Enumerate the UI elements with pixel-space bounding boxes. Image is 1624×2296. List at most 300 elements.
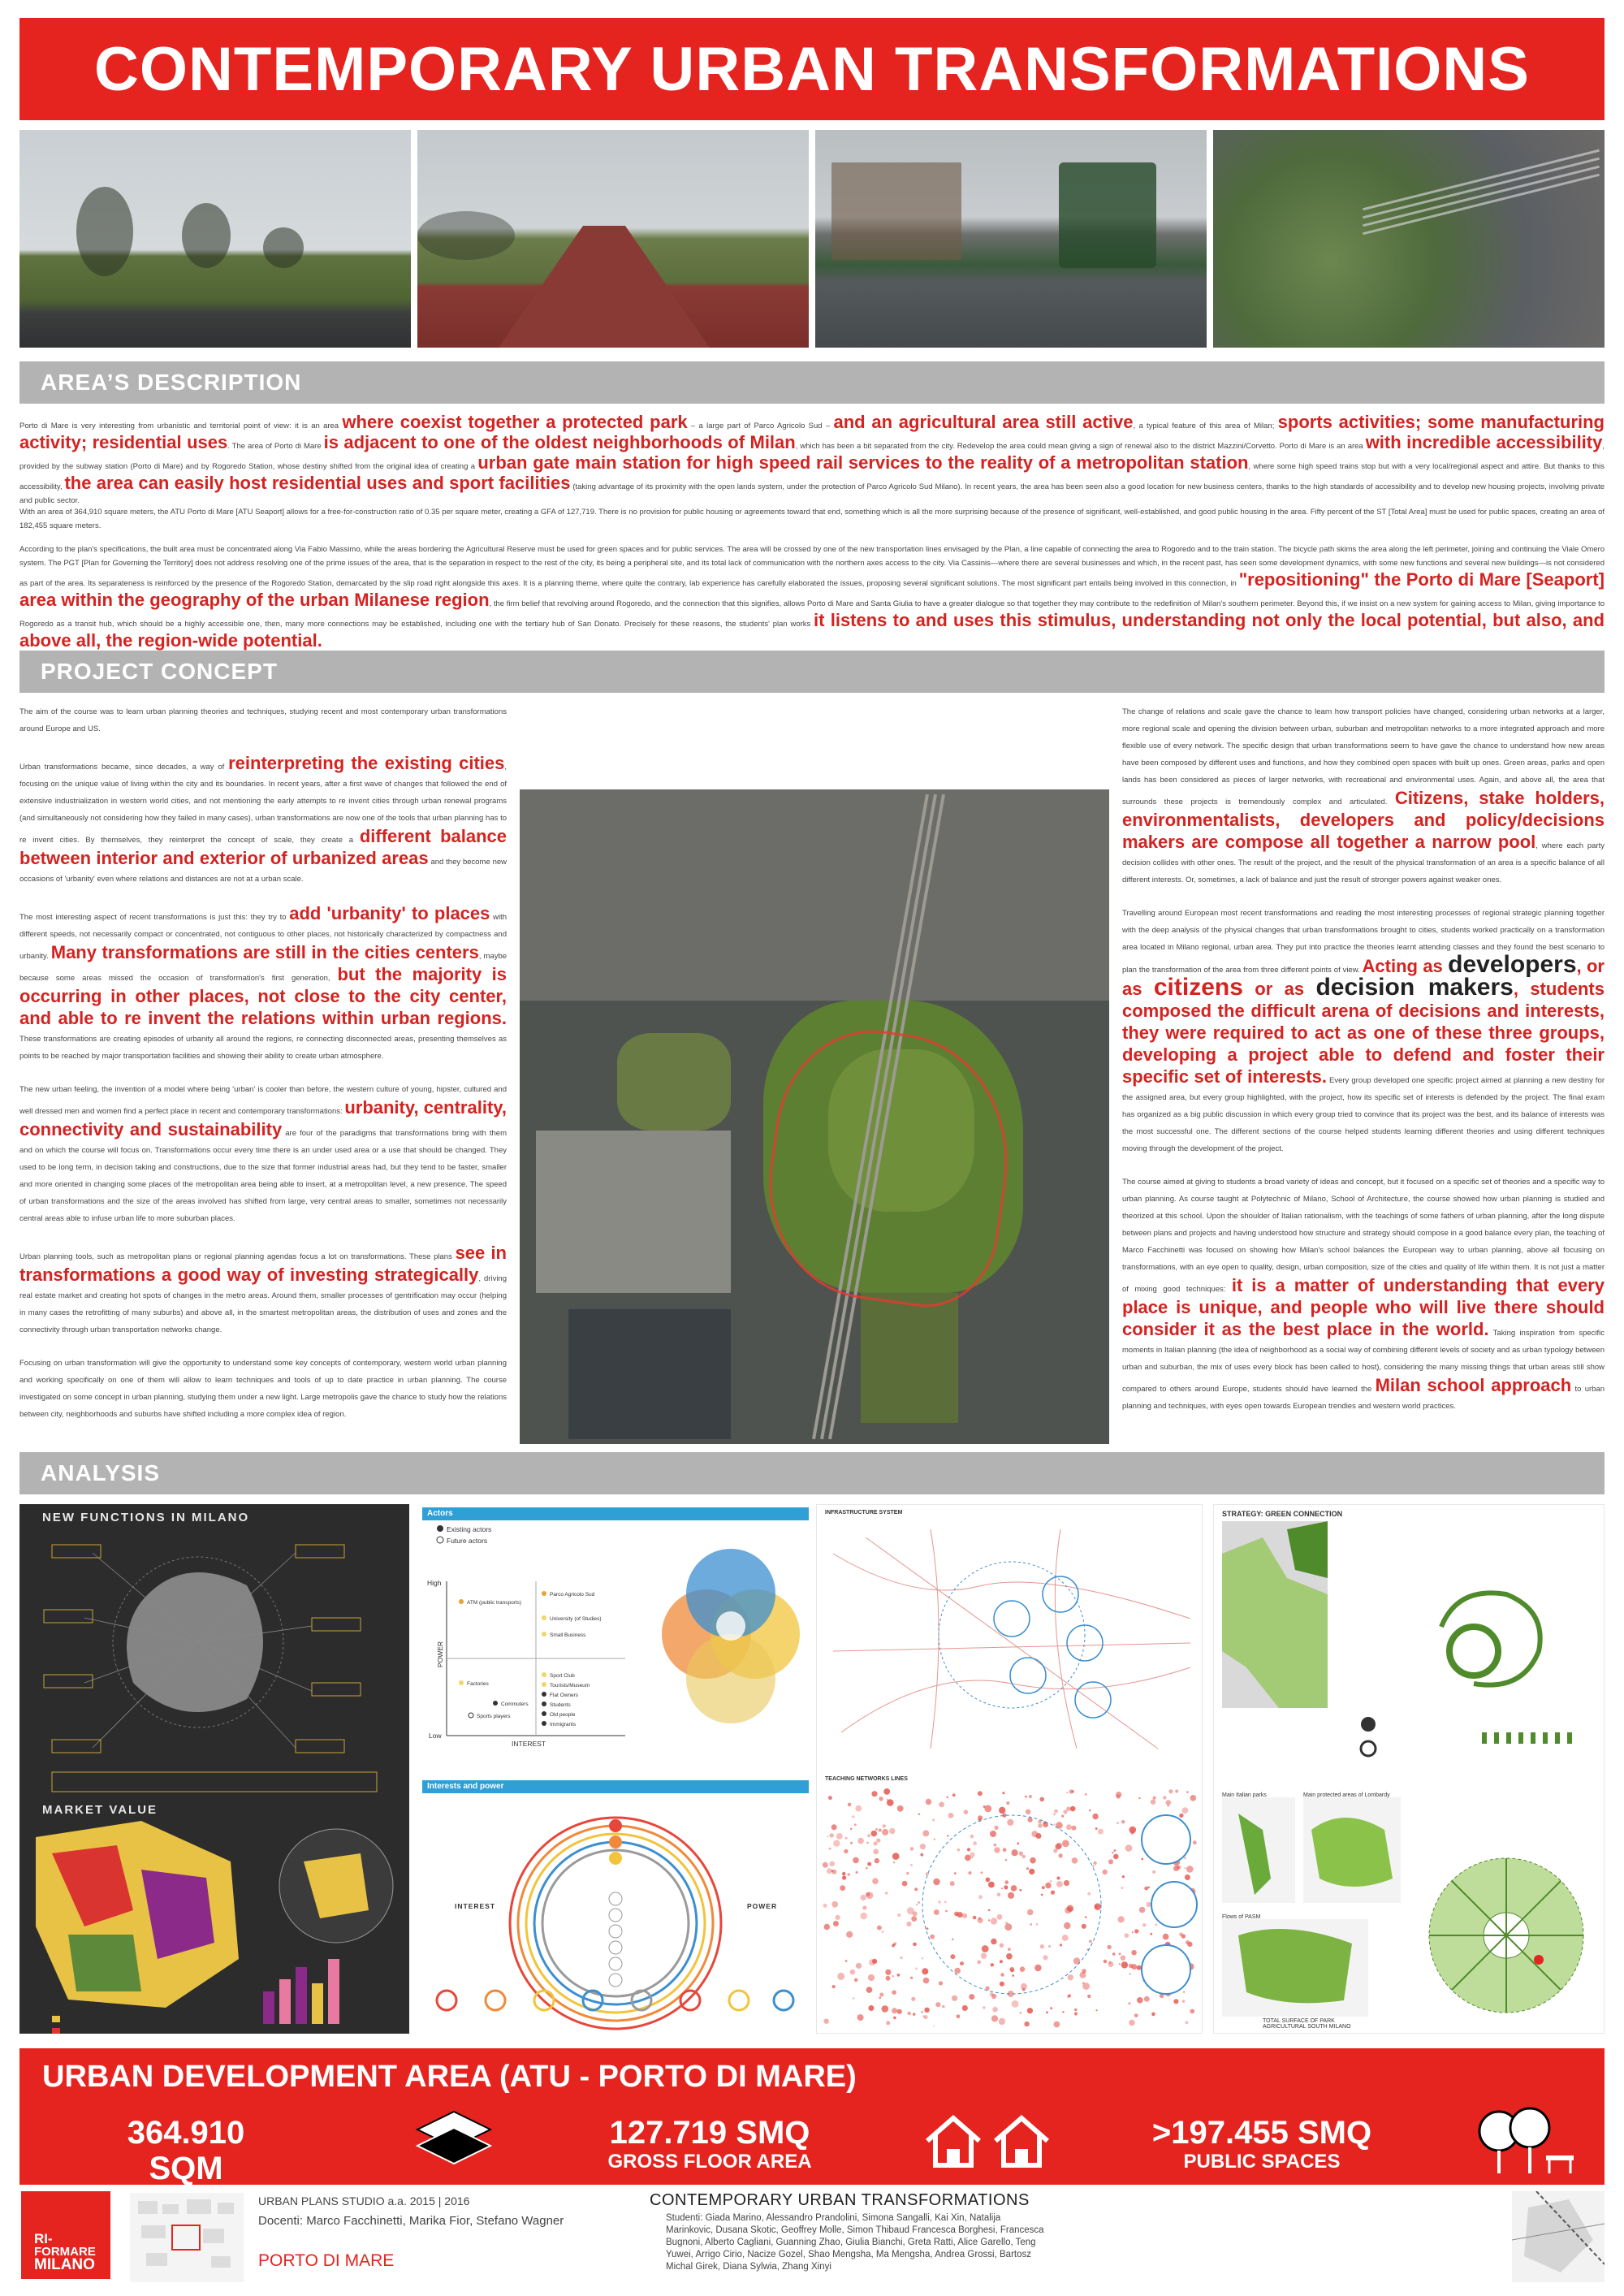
network-dot <box>1050 1880 1052 1883</box>
description-paragraph-3: According to the plan's specifications, the built area must be concentrated along Via Fabio Massimo, while the areas bordering the Agricultural Reserve must be used for green spaces and for public services. The area will be crossed by one of the new transportation lines envisaged by the Plan, a line capable of connecting the area to Rogoredo and to the train station. The bicycle path skims the area along the left perimeter, joining and continuing the Viale Omero system. The PGT [Plan for Governing the Territory] does not address resolving one of the prime issues of the area, that is the separation in respect to the rest of the city, its being a peripheral site, and its total lack of communication with the northern axes access to the city. Via Cassinis—where there are several businesses and which, in the recent past, has seen some development dynamics, with some new functions and several new buildings—is not considered as part of the area. Its separateness is reinforced by the presence of the Rogoredo Station, demarcated by the slip road right alongside this axes. It is a planning theme, where quite the contrary, lab experience has carefully elaborated the issues, proposing several significant solutions. The most significant part entails being involved in this connection, in "repositioning" the Porto di Mare [Seaport] area within the geography of the urban Milanese region, the firm belief that revolving around Rogoredo, and the connection that this signifies, allows Porto di Mare and Santa Giulia to have a greater dialogue so that together they may contribute to the redefinition of Milan's southern perimeter. Beyond this, if we insist on a new system for gaining access to Milan, giving importance to Rogoredo as a transit hub, which should be a highly accessible one, then, many more connections may be established, including one with the tertiary hub of San Donato. Precisely for these reasons, the students' plan works it listens to and uses this stimulus, understanding not only the local potential, but also, and above all, the region-wide potential. <box>19 545 1605 651</box>
site-plan-thumbnail <box>1512 2191 1605 2282</box>
network-dot <box>1064 1922 1070 1929</box>
network-dot <box>1001 1887 1003 1889</box>
network-dot <box>836 1833 843 1840</box>
analysis-panel-infrastructure <box>816 1504 1203 2034</box>
photo-wet-street <box>815 130 1207 348</box>
development-area-banner <box>19 2048 1605 2185</box>
network-dot <box>1173 1866 1179 1871</box>
network-dot <box>873 1849 879 1855</box>
network-dot <box>981 1953 987 1959</box>
network-dot <box>939 1802 944 1808</box>
network-dot <box>1182 1807 1189 1814</box>
network-dot <box>856 1871 858 1874</box>
network-dot <box>1181 1934 1186 1938</box>
network-dot <box>1006 1953 1013 1960</box>
network-dot <box>889 1828 895 1834</box>
network-dot <box>877 1926 882 1931</box>
network-dot <box>1112 1952 1115 1955</box>
network-dot <box>854 1823 857 1826</box>
network-dot <box>1129 1973 1130 1974</box>
network-dot <box>850 1828 853 1831</box>
network-dot <box>1186 2021 1189 2024</box>
network-dot <box>840 1885 845 1891</box>
network-dot <box>906 1872 909 1874</box>
network-dot <box>1050 2007 1052 2009</box>
ri-formare-milano-logo: RI- FORMARE MILANO <box>21 2191 110 2279</box>
network-dot <box>913 1943 917 1947</box>
network-dot <box>910 1847 914 1851</box>
network-dot <box>922 1968 928 1974</box>
network-dot <box>879 1993 883 1997</box>
pasm-flows-caption: Flows of PASM <box>1222 1914 1261 1920</box>
actor-label: ATM (public transports) <box>467 1600 522 1606</box>
network-dot <box>893 1861 895 1863</box>
network-dot <box>1027 1909 1033 1915</box>
network-dot <box>952 1793 956 1797</box>
network-dot <box>1019 1889 1021 1892</box>
network-dot <box>883 1788 890 1795</box>
legend-existing-actors: Existing actors <box>447 1525 492 1533</box>
network-dot <box>1027 2008 1033 2013</box>
network-dot <box>924 2008 929 2013</box>
actor-label: Small Business <box>550 1632 586 1638</box>
actor-label: Parco Agricolo Sud <box>550 1592 595 1598</box>
network-dot <box>1020 1966 1026 1972</box>
network-dot <box>850 1970 856 1975</box>
network-dot <box>907 1907 914 1914</box>
network-dot <box>1064 1880 1069 1886</box>
network-dot <box>1006 1801 1009 1805</box>
network-dot <box>892 1944 896 1947</box>
network-dot <box>1186 1791 1189 1793</box>
network-dot <box>836 1915 840 1920</box>
network-dot <box>885 1892 888 1895</box>
network-dot <box>969 1994 974 2000</box>
network-dot <box>1005 1880 1009 1884</box>
network-dot <box>914 1887 918 1891</box>
network-dot <box>1104 1960 1108 1964</box>
students-list: Studenti: Giada Marino, Alessandro Prandolini, Simona Sangalli, Kai Xin, Natalija Marinkovic, Dusana Skotic, Geoffrey Molle, Simon Thibaud Francesca Borghesi, Francesca Bugnoni, Alberto Cagliani, Guanning Zhao, Giulia Bianchi, Greta Ratti, Alice Garello, Teng Yuwei, Arrigo Cirio, Nacize Gozel, Shao Mengsha, Ma Mengsha, Andrea Grossi, Bartosz Michal Girek, Diana Sylwia, Zhang Xinyi <box>666 2213 1044 2272</box>
network-dot <box>882 1931 884 1933</box>
network-dot <box>1137 1965 1142 1970</box>
network-dot <box>875 1858 879 1863</box>
network-dot <box>988 1882 995 1888</box>
network-catchment-ring <box>922 1815 1101 1994</box>
network-dot <box>1144 1996 1150 2002</box>
network-dot <box>1098 1829 1104 1835</box>
network-dot <box>1071 1826 1076 1831</box>
network-dot <box>868 1974 875 1981</box>
network-dot <box>1151 1799 1156 1805</box>
network-dot <box>845 1960 848 1962</box>
network-dot <box>1093 1861 1096 1865</box>
description-paragraph-1: Porto di Mare is very interesting from urbanistic and territorial point of view: it is an area where coexist together a protected park – a large part of Parco Agricolo Sud – and an agricultural area still active, a typical feature of this area of Milan; sports activities; some manufacturing activity; residential uses. The area of Porto di Mare is adjacent to one of the oldest neighborhoods of Milan, which has been a bit separated from the city. Redevelop the area could mean giving a sign of renewal also to the district Mazzini/Corvetto. Porto di Mare is an area with incredible accessibility, provided by the subway station (Porto di Mare) and by Rogoredo Station, whose destiny shifted from the original idea of creating a urban gate main station for high speed rail services to the reality of a metropolitan station, where some high speed trains stop but with a very local/regional aspect and attire. But thanks to this accessibility, the area can easily host residential uses and sport facilities (taking advantage of its proximity with the open lands system, under the protection of Parco Agricolo Sud Milano). In recent years, the area has been seen also a good location for new business centers, thanks to the high standards of accessibility and to develop new housing projects, involving private and public sector. <box>19 412 1605 505</box>
legend-future-actors: Future actors <box>447 1537 488 1545</box>
network-dot <box>973 1841 977 1845</box>
network-dot <box>988 1919 990 1921</box>
network-dot <box>828 1796 832 1800</box>
strategy-title: STRATEGY: GREEN CONNECTION <box>1222 1510 1343 1518</box>
network-dot <box>1150 1933 1152 1935</box>
network-dot <box>1182 2000 1186 2003</box>
stat-public-spaces <box>1140 2115 1384 2173</box>
network-dot <box>1034 1965 1041 1971</box>
analysis-panel-green-strategy <box>1213 1504 1605 2034</box>
network-dot <box>948 1813 954 1818</box>
network-dot <box>845 1837 848 1840</box>
network-dot <box>910 1864 913 1866</box>
panel-subtitle: MARKET VALUE <box>42 1803 158 1817</box>
network-dot <box>934 1839 935 1840</box>
network-dot <box>1113 1854 1119 1860</box>
actor-label: Commuters <box>501 1701 529 1707</box>
network-dot <box>1134 2013 1138 2017</box>
actor-label: Immigrants <box>550 1722 577 1727</box>
network-dot <box>1029 1869 1034 1874</box>
section-header-concept <box>19 651 1605 693</box>
network-dot <box>978 1917 981 1920</box>
network-dot <box>1005 1859 1007 1861</box>
network-dot <box>1163 1934 1169 1940</box>
network-dot <box>823 1904 827 1908</box>
networks-dot-map <box>817 1783 1203 2034</box>
network-dot <box>1184 1857 1186 1859</box>
poster-title-bar <box>19 18 1605 120</box>
network-dot <box>857 2014 864 2021</box>
network-dot <box>933 1879 939 1885</box>
actor-label: Sport Club <box>550 1673 575 1679</box>
network-dot <box>967 1848 970 1851</box>
stat-gross-floor-area <box>588 2115 831 2173</box>
network-dot <box>1118 1916 1125 1922</box>
axis-interest-label: INTEREST <box>512 1740 546 1748</box>
network-dot <box>1074 2012 1078 2015</box>
network-dot <box>1067 1995 1070 1999</box>
network-dot <box>861 1895 866 1900</box>
network-dot <box>832 1985 836 1988</box>
network-dot <box>1053 1814 1056 1816</box>
network-dot <box>860 1913 867 1920</box>
stat-value: >197.455 SMQ <box>1151 2115 1372 2151</box>
network-dot <box>977 1961 981 1965</box>
network-dot <box>1116 1822 1119 1824</box>
network-dot <box>962 1913 967 1918</box>
network-dot <box>876 1838 880 1842</box>
houses-icon <box>921 2113 1059 2170</box>
network-dot <box>887 1799 889 1801</box>
network-dot <box>1054 1810 1058 1814</box>
network-dot <box>1082 1924 1086 1929</box>
site-name: PORTO DI MARE <box>258 2251 395 2270</box>
network-dot <box>1019 1852 1023 1856</box>
network-dot <box>908 2012 911 2015</box>
network-dot <box>1068 1974 1073 1980</box>
network-dot <box>1153 1797 1156 1800</box>
actor-label: Factories <box>467 1681 489 1687</box>
studio-name: URBAN PLANS STUDIO a.a. 2015 | 2016 <box>258 2194 470 2207</box>
network-dot <box>992 2007 998 2013</box>
network-dot <box>1057 1877 1060 1880</box>
lombardy-areas-caption: Main protected areas of Lombardy <box>1303 1792 1390 1798</box>
network-dot <box>935 2002 940 2007</box>
network-dot <box>1004 1885 1008 1889</box>
network-dot <box>1053 1823 1055 1825</box>
network-dot <box>1024 2021 1029 2026</box>
network-dot <box>1121 1887 1124 1889</box>
network-dot <box>1011 1885 1017 1892</box>
network-dot <box>1043 1955 1047 1960</box>
network-dot <box>945 1910 948 1913</box>
network-dot <box>1062 1935 1069 1941</box>
interest-label: INTEREST <box>455 1902 496 1910</box>
network-dot <box>1108 1961 1112 1964</box>
network-dot <box>1004 1923 1012 1931</box>
section-title: PROJECT CONCEPT <box>41 659 278 684</box>
network-dot <box>1074 2008 1077 2011</box>
network-dot <box>922 1957 923 1959</box>
network-dot <box>873 1841 877 1845</box>
network-dot <box>837 1973 844 1980</box>
network-dot <box>1141 1858 1143 1861</box>
network-dot <box>872 1959 877 1964</box>
network-dot <box>842 1872 845 1875</box>
network-dot <box>962 2005 968 2011</box>
network-dot <box>867 1862 871 1866</box>
network-dot <box>1022 1988 1026 1991</box>
network-dot <box>885 1970 891 1975</box>
network-dot <box>913 2013 916 2016</box>
network-dot <box>867 1834 870 1837</box>
network-dot <box>932 1819 935 1822</box>
network-dot <box>991 1963 994 1966</box>
network-dot <box>997 1893 1001 1897</box>
network-dot <box>847 1873 850 1876</box>
network-dot <box>1168 1789 1173 1793</box>
network-dot <box>960 1961 964 1965</box>
network-dot <box>957 2014 961 2018</box>
network-dot <box>897 1974 901 1977</box>
section-header-analysis <box>19 1452 1605 1494</box>
infrastructure-title: INFRASTRUCTURE SYSTEM <box>825 1510 903 1516</box>
network-dot <box>1066 1792 1068 1793</box>
network-dot <box>994 1826 998 1830</box>
analysis-panel-actors <box>422 1504 809 2034</box>
network-dot <box>848 1803 852 1807</box>
network-dot <box>1186 1866 1194 1873</box>
network-dot <box>954 1872 957 1874</box>
network-dot <box>897 1913 901 1917</box>
network-dot <box>1163 1796 1166 1799</box>
network-dot <box>846 1931 853 1938</box>
network-dot <box>952 1995 957 2001</box>
network-dot <box>1000 1982 1004 1987</box>
network-dot <box>984 1805 991 1813</box>
network-dot <box>1125 1933 1129 1938</box>
network-dot <box>1000 1944 1004 1948</box>
actor-label: Students <box>550 1702 571 1708</box>
stat-label: GROSS FLOOR AREA <box>607 2151 812 2173</box>
network-dot <box>978 1895 983 1899</box>
network-dot <box>978 1791 983 1796</box>
network-dot <box>892 1990 896 1995</box>
network-dot <box>1029 1795 1032 1798</box>
network-dot <box>1022 1855 1026 1858</box>
network-dot <box>906 1922 911 1926</box>
network-dot <box>900 1957 902 1959</box>
network-dot <box>983 2006 985 2008</box>
network-dot <box>833 1921 839 1926</box>
stat-label: PUBLIC SPACES <box>1183 2151 1341 2173</box>
network-dot <box>1184 1867 1186 1869</box>
actor-label: Tourists/Museum <box>550 1683 590 1688</box>
network-dot <box>1030 1923 1032 1926</box>
network-dot <box>850 1842 853 1844</box>
network-dot <box>964 1810 969 1814</box>
network-dot <box>1137 1997 1143 2004</box>
network-dot <box>921 2011 923 2013</box>
interests-power-diagram <box>422 1793 809 2034</box>
network-dot <box>893 2017 896 2020</box>
network-dot <box>1062 1840 1069 1847</box>
network-dot <box>1011 1969 1014 1972</box>
network-dot <box>882 1829 888 1836</box>
network-dot <box>824 2019 829 2024</box>
network-dot <box>1000 1960 1003 1963</box>
actor-label: Flat Owners <box>550 1693 579 1698</box>
network-dot <box>915 1967 918 1970</box>
network-dot <box>868 2005 874 2011</box>
network-dot <box>1121 1955 1126 1961</box>
network-dot <box>830 1861 835 1866</box>
network-dot <box>911 1997 915 2001</box>
network-dot <box>973 1916 977 1920</box>
network-dot <box>1068 1907 1073 1912</box>
network-dot <box>1041 1894 1043 1896</box>
network-dot <box>823 1862 828 1868</box>
network-dot <box>1063 1810 1067 1814</box>
network-dot <box>968 1871 971 1874</box>
network-dot <box>871 1791 877 1797</box>
network-dot <box>947 1797 948 1798</box>
network-dot <box>1131 1950 1136 1955</box>
network-dot <box>988 1909 991 1912</box>
docenti: Docenti: Marco Facchinetti, Marika Fior, Stefano Wagner <box>258 2214 564 2228</box>
network-dot <box>1059 1853 1063 1857</box>
network-dot <box>866 1987 873 1993</box>
interests-title: Interests and power <box>422 1780 809 1793</box>
network-dot <box>1166 1800 1171 1805</box>
photo-bicycle-path <box>417 130 809 348</box>
network-dot <box>1008 1892 1014 1899</box>
network-dot <box>944 1900 947 1903</box>
network-dot <box>910 1977 913 1979</box>
network-dot <box>1008 1948 1011 1951</box>
network-dot <box>842 1875 846 1879</box>
network-dot <box>950 1954 955 1959</box>
network-dot <box>875 1828 878 1831</box>
network-dot <box>852 1815 854 1818</box>
network-dot <box>990 1831 996 1837</box>
network-dot <box>1190 1795 1197 1801</box>
network-dot <box>855 1805 862 1812</box>
network-dot <box>1012 1974 1014 1977</box>
axis-power-label: POWER <box>436 1641 445 1668</box>
network-dot <box>1012 1849 1018 1856</box>
network-dot <box>1138 1797 1140 1799</box>
network-dot <box>911 1916 917 1922</box>
network-dot <box>981 1871 983 1874</box>
network-dot <box>1061 1815 1064 1818</box>
network-dot <box>1087 1995 1091 1998</box>
network-focus-circle <box>1142 1815 1190 1864</box>
network-dot <box>1089 1810 1091 1811</box>
trees-bench-icon <box>1473 2105 1579 2178</box>
network-dot <box>950 1881 955 1886</box>
network-dot <box>1060 1944 1062 1946</box>
network-dot <box>926 1927 929 1930</box>
network-dot <box>1096 2009 1098 2011</box>
network-dot <box>1039 1797 1044 1802</box>
network-dot <box>1139 1907 1146 1913</box>
network-dot <box>1173 1999 1178 2004</box>
network-dot <box>1017 1842 1019 1844</box>
network-dot <box>829 1848 831 1850</box>
network-dot <box>1107 1945 1111 1949</box>
photo-open-field <box>19 130 411 348</box>
network-dot <box>824 1924 830 1930</box>
network-dot <box>1048 1945 1051 1948</box>
network-dot <box>1095 1827 1098 1830</box>
networks-title: TEACHING NETWORKS LINES <box>825 1776 908 1782</box>
actor-label: Sports players <box>477 1714 511 1719</box>
network-dot <box>918 1901 920 1904</box>
stat-value: 364.910 SQM <box>127 2115 245 2186</box>
network-dot <box>1046 2011 1048 2013</box>
network-dot <box>1025 1796 1027 1798</box>
network-dot <box>1003 1848 1007 1852</box>
network-dot <box>879 1996 881 1999</box>
section-title: AREA’S DESCRIPTION <box>41 370 302 395</box>
network-dot <box>991 1918 997 1924</box>
network-dot <box>1190 2009 1195 2014</box>
network-dot <box>983 1805 986 1808</box>
network-dot <box>1066 1824 1072 1830</box>
network-dot <box>957 1848 961 1852</box>
network-dot <box>1085 1916 1087 1918</box>
actors-title: Actors <box>422 1507 809 1520</box>
axis-high-label: High <box>427 1579 442 1587</box>
location-map-thumbnail <box>130 2193 244 2282</box>
network-dot <box>1038 1823 1042 1827</box>
network-dot <box>1062 2011 1065 2013</box>
network-dot <box>1121 1961 1128 1968</box>
network-dot <box>947 1835 949 1837</box>
network-dot <box>924 2015 928 2019</box>
network-dot <box>1193 1840 1197 1844</box>
network-dot <box>1066 1807 1070 1811</box>
network-dot <box>1092 1866 1094 1867</box>
network-dot <box>1108 1859 1113 1864</box>
concept-column-left: The aim of the course was to learn urban planning theories and techniques, studying recent and most contemporary urban transformations around Europe and US. Urban transformations became, since decades, a way of reinterpreting the existing cities, focusing on the unique value of living within the city and its boundaries. In recent years, after a first wave of changes that followed the end of extensive industrialization in western world cities, and not mentioning the early attempts to re invent cities through urban renewal programs (and simultaneously not considering how they failed in many cases), urban transformations are now one of the tools that urban planning has to re invent cities. By themselves, they reinterpret the concept of scale, they create a different balance between interior and exterior of urbanized areas and they become new occasions of 'urbanity' even where relations and distances are not at a urban scale. The most interesting aspect of recent transformations is just this: they try to add 'urbanity' to places with different speeds, not necessarily compact or concentrated, not contiguous to other places, not historically characterized by compactness and urbanity. Many transformations are still in the cities centers, maybe because some areas missed the occasion of transformation's first generation, but the majority is occurring in other places, not close to the city center, and able to re invent the relations within urban regions. These transformations are creating episodes of urbanity all around the regions, re connecting disconnected areas, presenting themselves as points to be reached by major transportation facilities and showing their ability to create urban atmosphere. The new urban feeling, the invention of a model where being 'urban' is cooler than before, the western culture of young, hipster, cultured and well dressed men and women find a perfect place in recent and contemporary transformations: urbanity, centrality, connectivity and sustainability are four of the paradigms that transformations bring with them and on which the course will focus on. Transformations occur every time there is an under used area or a use that should be changed. They used to be long term, in decision taking and constructions, due to the size that former industrial areas had, but they tend to be faster, smaller and more oriented in changing some places of the metropolitan area being able to insert, at a metropolitan level, a new presence. The speed of urban transformations and the size of the areas involved has shifted from large, very central areas to smaller, sometimes not necessarily central areas able to infuse urban life to more suburban places. Urban planning tools, such as metropolitan plans or regional planning agendas focus a lot on transformations. These plans see in transformations a good way of investing strategically, driving real estate market and creating hot spots of changes in the metro areas. Around them, smaller processes of gentrification may occur (helping in many cases the retrofitting of many suburbs) and above all, in the smartest metropolitan areas, the distribution of uses and zones and the connectivity through urban transportation networks change. Focusing on urban transformation will give the opportunity to understand some key concepts of contemporary, western world urban planning and working specifically on one of them will allow to learn techniques and tools of up to date practice in urban planning. The course investigated on some concept in urban planning, studying them under a new light. Large metropolis gave the chance to study how the relations between city, neighborhoods and suburbs have shifted including a more complex idea of region. <box>19 707 508 1419</box>
network-dot <box>1152 1870 1155 1874</box>
network-dot <box>1045 1883 1051 1888</box>
network-dot <box>892 1975 894 1977</box>
actor-label: University (of Studies) <box>550 1616 602 1622</box>
network-dot <box>872 1878 879 1884</box>
network-dot <box>871 1831 878 1837</box>
network-dot <box>1000 1973 1004 1976</box>
